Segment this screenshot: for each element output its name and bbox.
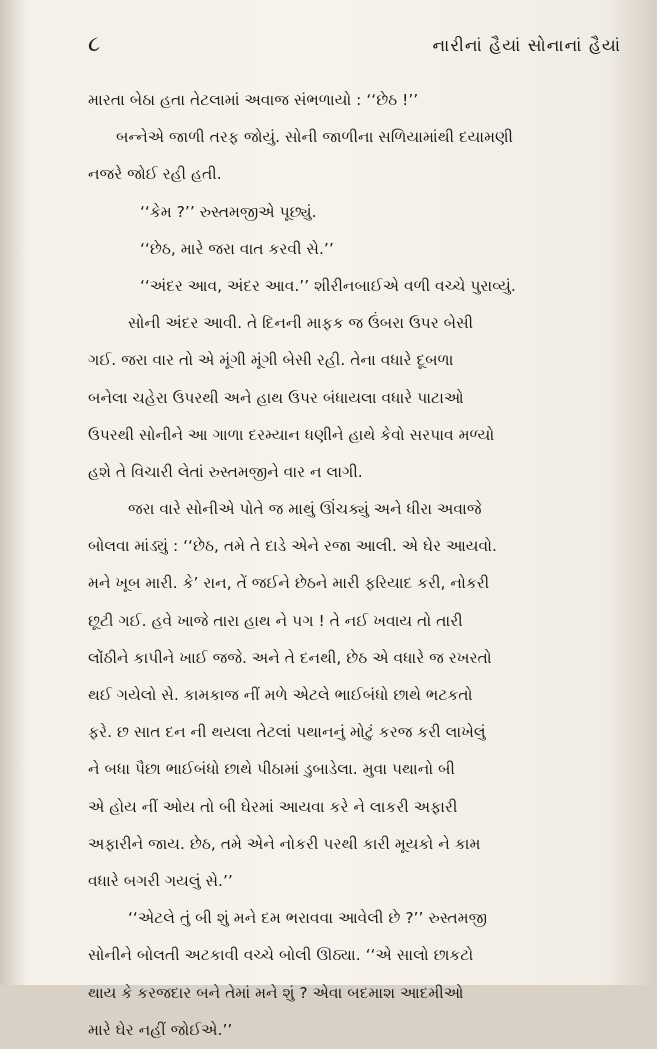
page-number: ૮ [88,32,101,57]
text-line: થઈ ગયેલો સે. કામકાજ નીં મળે એટલે ભાઈબંધો છાથે ભટકતો [88,686,473,704]
text-line: છૂટી ગઈ. હવે ખાજે તારા હાથ ને પગ ! તે નઈ ખવાય તો તારી [88,611,463,630]
text-line: હશે તે વિચારી લેતાં રુસ્તમજીને વાર ન લાગી. [88,462,363,481]
text-line: બોલવા માંડ્યું : ‘‘છેઠ, તમે તે દાડે એને રજા આલી. એ ઘેર આયવો. [88,537,497,556]
text-line: નજરે જોઈ રહી હતી. [88,165,222,184]
text-line: ‘‘છેઠ, મારે જરા વાત કરવી સે.’’ [140,239,334,258]
text-line: ને બધા પૈછા ભાઈબંધો છાથે પીઠામાં ડુબાડેલા. મુવા પથાનો બી [88,760,455,779]
text-line: એ હોય નીં ઓય તો બી ઘેરમાં આયવા કરે ને લાકરી અફારી [88,797,458,816]
text-line: મારતા બેઠા હતા તેટલામાં અવાજ સંભળાયો : ‘‘છેઠ !’’ [88,91,419,109]
text-line: ફરે. છ સાત દન ની થયલા તેટલાં પથાનનું મોટું કરજ કરી લાખેલું [88,723,486,742]
text-line: ‘‘અંદર આવ, અંદર આવ.’’ શીરીનબાઈએ વળી વચ્ચે પુરાવ્યું. [140,276,516,295]
text-line: ‘‘એટલે તું બી શું મને દમ ભરાવવા આવેલી છે ?’’ રુસ્તમજી [128,909,487,928]
text-line: વધારે બગરી ગયલું સે.’’ [88,871,233,890]
text-line: મને ખૂબ મારી. કે’ રાન, તેં જઈને છેઠને મારી ફરિયાદ કરી, નોકરી [88,574,490,593]
text-line: સોનીને બોલતી અટકાવી વચ્ચે બોલી ઊઠ્યા. ‘‘એ સાલો છાકટો [88,946,474,965]
text-line: ગઈ. જરા વાર તો એ મૂંગી મૂંગી બેસી રહી. તેના વધારે દૂબળા [88,351,454,370]
text-line: સોની અંદર આવી. તે દિનની માફક જ ઉંબરા ઉપર બેસી [128,314,474,333]
text-line: અફારીને જાય. છેઠ, તમે એને નોકરી પરથી કારી મૂયકો ને કામ [88,834,481,853]
text-line: મારે ઘેર નહીં જોઈએ.’’ [88,1020,233,1039]
text-line: બનેલા ચહેરા ઉપરથી અને હાથ ઉપર બંધાયલા વધારે પાટાઓ [88,388,464,407]
text-line: થાય કે કરજદાર બને તેમાં મને શું ? એવા બદમાશ આદમીઓ [88,983,464,1002]
text-line: બન્નેએ જાળી તરફ જોયું. સોની જાળીના સળિયામાંથી દયામણી [116,128,513,147]
text-line: ઉપરથી સોનીને આ ગાળા દરમ્યાન ધણીને હાથે કેવો સરપાવ મળ્યો [88,425,495,444]
page-header [88,30,621,70]
text-line: લોંઠીને કાપીને ખાઈ જજે. અને તે દનથી, છેઠ એ વધારે જ રખરતો [88,648,492,667]
body-text [88,82,616,1049]
running-title: નારીનાં હૈયાં સોનાનાં હૈયાં [432,36,621,56]
text-line: જરા વારે સોનીએ પોતે જ માથું ઊંચક્યું અને ધીરા અવાજે [128,500,482,519]
text-line: ‘‘કેમ ?’’ રુસ્તમજીએ પૂછ્યું. [140,202,317,221]
